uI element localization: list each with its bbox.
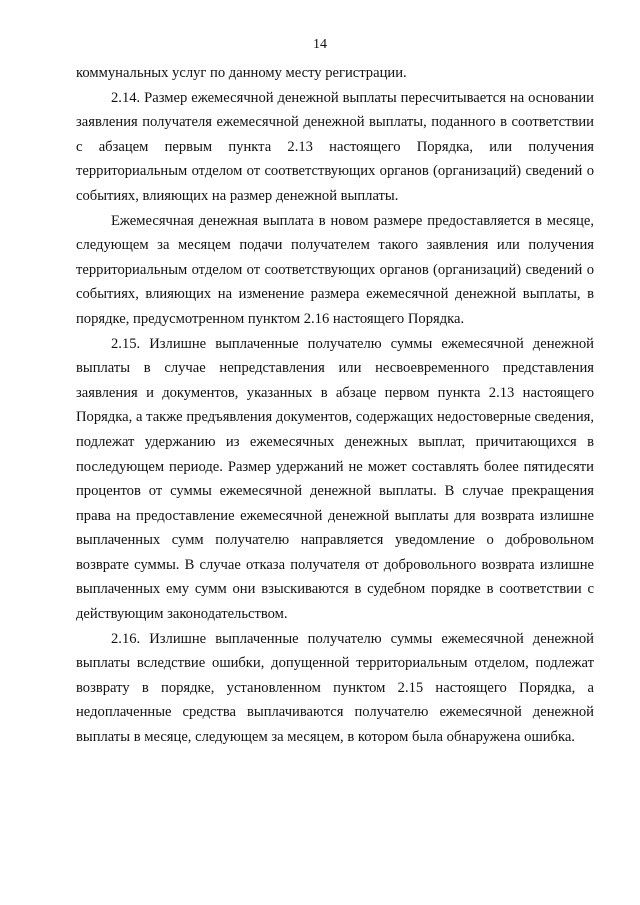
paragraph-2-14: 2.14. Размер ежемесячной денежной выплаты пересчитывается на основании заявления получателя ежемесячной денежной выплаты, поданного в соответствии с абзацем первым пункта 2.13 настоящего Порядка, или получения территориальным отделом от соответствующих органов (организаций) сведений о событиях, влияющих на размер денежной выплаты. — [76, 89, 594, 204]
document-body — [76, 61, 594, 750]
page-number: 14 — [313, 37, 327, 52]
paragraph-continuation: коммунальных услуг по данному месту регистрации. — [76, 65, 407, 81]
paragraph-new-amount: Ежемесячная денежная выплата в новом размере предоставляется в месяце, следующем за месяцем подачи получателем такого заявления или получения территориальным отделом от соответствующих органов (организаций) сведений о событиях, влияющих на изменение размера ежемесячной денежной выплаты, в порядке, предусмотренном пунктом 2.16 настоящего Порядка. — [76, 212, 594, 327]
paragraph-2-15: 2.15. Излишне выплаченные получателю суммы ежемесячной денежной выплаты в случае непредставления или несвоевременного представления заявления и документов, указанных в абзаце первом пункта 2.13 настоящего Порядка, а также предъявления документов, содержащих недостоверные сведения, подлежат удержанию из ежемесячных денежных выплат, причитающихся в последующем периоде. Размер удержаний не может составлять более пятидесяти процентов от суммы ежемесячной денежной выплаты. В случае прекращения права на предоставление ежемесячной денежной выплаты для возврата излишне выплаченных сумм получателю направляется уведомление о добровольном возврате суммы. В случае отказа получателя от добровольного возврата излишне выплаченных ему сумм они взыскиваются в судебном порядке в соответствии с действующим законодательством. — [76, 335, 594, 623]
paragraph-2-16: 2.16. Излишне выплаченные получателю суммы ежемесячной денежной выплаты вследствие ошибки, допущенной территориальным отделом, подлежат возврату в порядке, установленном пунктом 2.15 настоящего Порядка, а недоплаченные средства выплачиваются получателю ежемесячной денежной выплаты в месяце, следующем за месяцем, в котором была обнаружена ошибка. — [76, 630, 594, 746]
